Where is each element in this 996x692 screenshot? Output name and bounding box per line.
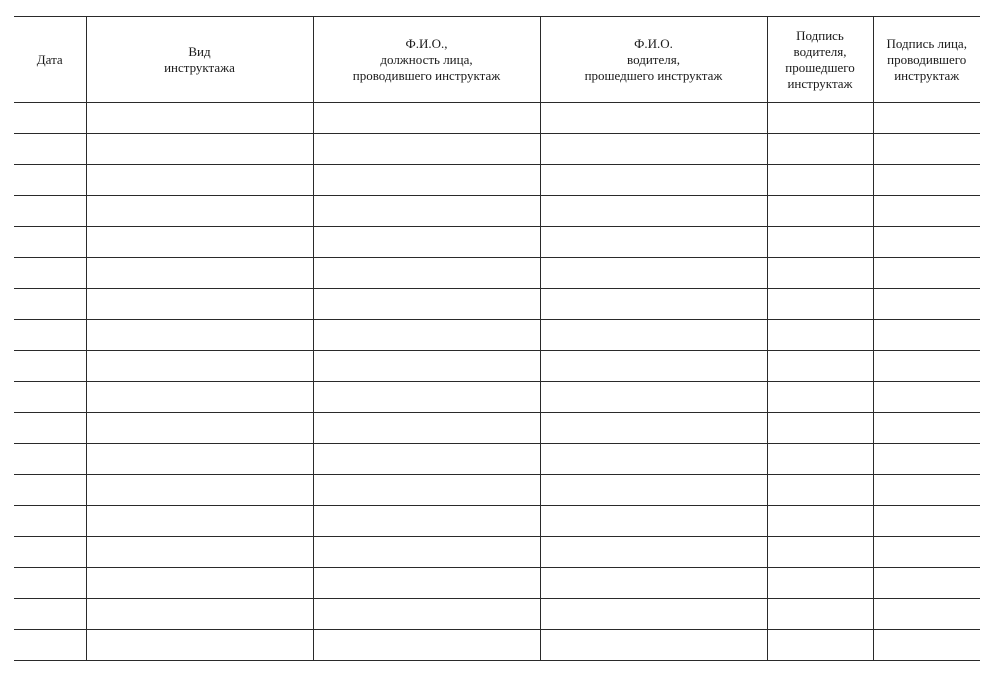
driver-signature-cell[interactable] — [767, 134, 873, 165]
instructor-cell[interactable] — [313, 196, 540, 227]
instruction-type-cell[interactable] — [86, 351, 313, 382]
driver-cell[interactable] — [540, 351, 767, 382]
instruction-type-cell[interactable] — [86, 630, 313, 661]
driver-cell[interactable] — [540, 134, 767, 165]
driver-signature-cell[interactable] — [767, 320, 873, 351]
date-cell[interactable] — [14, 320, 86, 351]
date-cell[interactable] — [14, 630, 86, 661]
table-row — [14, 320, 980, 351]
driver-cell[interactable] — [540, 165, 767, 196]
instructor-signature-cell[interactable] — [873, 196, 980, 227]
instructor-signature-cell[interactable] — [873, 568, 980, 599]
instruction-type-cell[interactable] — [86, 475, 313, 506]
driver-cell[interactable] — [540, 444, 767, 475]
driver-signature-cell[interactable] — [767, 258, 873, 289]
date-cell[interactable] — [14, 444, 86, 475]
instruction-type-cell[interactable] — [86, 444, 313, 475]
table-row — [14, 599, 980, 630]
instructor-cell[interactable] — [313, 103, 540, 134]
driver-signature-cell[interactable] — [767, 289, 873, 320]
instruction-type-cell[interactable] — [86, 382, 313, 413]
instructor-cell[interactable] — [313, 630, 540, 661]
instructor-cell[interactable] — [313, 165, 540, 196]
instructor-signature-cell[interactable] — [873, 630, 980, 661]
table-row — [14, 506, 980, 537]
driver-cell[interactable] — [540, 258, 767, 289]
instructor-cell[interactable] — [313, 289, 540, 320]
date-cell[interactable] — [14, 258, 86, 289]
table-row — [14, 537, 980, 568]
instructor-signature-cell[interactable] — [873, 134, 980, 165]
instructor-cell[interactable] — [313, 258, 540, 289]
instructor-cell[interactable] — [313, 382, 540, 413]
table-row — [14, 165, 980, 196]
instructor-signature-cell[interactable] — [873, 444, 980, 475]
instructor-signature-cell[interactable] — [873, 258, 980, 289]
table-row — [14, 196, 980, 227]
instruction-type-cell[interactable] — [86, 599, 313, 630]
instructor-cell[interactable] — [313, 568, 540, 599]
driver-signature-cell[interactable] — [767, 196, 873, 227]
driver-cell[interactable] — [540, 599, 767, 630]
driver-cell[interactable] — [540, 382, 767, 413]
table-row — [14, 134, 980, 165]
header-driver-name: Ф.И.О. водителя, прошедшего инструктаж — [540, 17, 767, 103]
table-row — [14, 227, 980, 258]
date-cell[interactable] — [14, 506, 86, 537]
instruction-type-cell[interactable] — [86, 506, 313, 537]
header-instruction-type: Вид инструктажа — [86, 17, 313, 103]
instruction-type-cell[interactable] — [86, 196, 313, 227]
driver-signature-cell[interactable] — [767, 506, 873, 537]
date-cell[interactable] — [14, 103, 86, 134]
instruction-type-cell[interactable] — [86, 537, 313, 568]
driver-cell[interactable] — [540, 537, 767, 568]
table-row — [14, 103, 980, 134]
header-driver-signature: Подпись водителя, прошедшего инструктаж — [767, 17, 873, 103]
date-cell[interactable] — [14, 351, 86, 382]
driver-signature-cell[interactable] — [767, 227, 873, 258]
instructor-cell[interactable] — [313, 320, 540, 351]
date-cell[interactable] — [14, 537, 86, 568]
driver-cell[interactable] — [540, 227, 767, 258]
date-cell[interactable] — [14, 382, 86, 413]
header-date: Дата — [14, 17, 86, 103]
instruction-type-cell[interactable] — [86, 320, 313, 351]
driver-signature-cell[interactable] — [767, 537, 873, 568]
driver-cell[interactable] — [540, 196, 767, 227]
date-cell[interactable] — [14, 599, 86, 630]
driver-signature-cell[interactable] — [767, 103, 873, 134]
table-row — [14, 413, 980, 444]
instruction-type-cell[interactable] — [86, 289, 313, 320]
driver-cell[interactable] — [540, 413, 767, 444]
table-header-row — [14, 17, 980, 103]
driver-cell[interactable] — [540, 630, 767, 661]
driver-cell[interactable] — [540, 506, 767, 537]
instructor-cell[interactable] — [313, 506, 540, 537]
instructor-signature-cell[interactable] — [873, 320, 980, 351]
instructor-cell[interactable] — [313, 537, 540, 568]
table-row — [14, 289, 980, 320]
instruction-type-cell[interactable] — [86, 227, 313, 258]
instructor-signature-cell[interactable] — [873, 103, 980, 134]
instructor-cell[interactable] — [313, 475, 540, 506]
instructor-cell[interactable] — [313, 444, 540, 475]
instructor-signature-cell[interactable] — [873, 382, 980, 413]
instruction-log-table — [14, 16, 980, 661]
instructor-signature-cell[interactable] — [873, 506, 980, 537]
driver-cell[interactable] — [540, 568, 767, 599]
driver-signature-cell[interactable] — [767, 630, 873, 661]
instructor-signature-cell[interactable] — [873, 227, 980, 258]
driver-signature-cell[interactable] — [767, 165, 873, 196]
instructor-signature-cell[interactable] — [873, 165, 980, 196]
date-cell[interactable] — [14, 196, 86, 227]
driver-cell[interactable] — [540, 475, 767, 506]
driver-cell[interactable] — [540, 289, 767, 320]
table-row — [14, 444, 980, 475]
table-row — [14, 258, 980, 289]
instructor-signature-cell[interactable] — [873, 599, 980, 630]
date-cell[interactable] — [14, 227, 86, 258]
table-row — [14, 475, 980, 506]
driver-signature-cell[interactable] — [767, 382, 873, 413]
driver-signature-cell[interactable] — [767, 568, 873, 599]
instruction-type-cell[interactable] — [86, 134, 313, 165]
date-cell[interactable] — [14, 413, 86, 444]
instructor-signature-cell[interactable] — [873, 413, 980, 444]
table-row — [14, 382, 980, 413]
driver-signature-cell[interactable] — [767, 599, 873, 630]
instructor-signature-cell[interactable] — [873, 475, 980, 506]
instruction-type-cell[interactable] — [86, 165, 313, 196]
date-cell[interactable] — [14, 289, 86, 320]
date-cell[interactable] — [14, 475, 86, 506]
driver-signature-cell[interactable] — [767, 475, 873, 506]
date-cell[interactable] — [14, 165, 86, 196]
instruction-type-cell[interactable] — [86, 568, 313, 599]
header-instructor-name-position: Ф.И.О., должность лица, проводившего инструктаж — [313, 17, 540, 103]
table-row — [14, 568, 980, 599]
instructor-cell[interactable] — [313, 351, 540, 382]
driver-signature-cell[interactable] — [767, 444, 873, 475]
instructor-signature-cell[interactable] — [873, 289, 980, 320]
instruction-type-cell[interactable] — [86, 413, 313, 444]
instructor-cell[interactable] — [313, 227, 540, 258]
driver-cell[interactable] — [540, 320, 767, 351]
instructor-cell[interactable] — [313, 134, 540, 165]
driver-signature-cell[interactable] — [767, 413, 873, 444]
date-cell[interactable] — [14, 568, 86, 599]
instructor-signature-cell[interactable] — [873, 537, 980, 568]
instruction-type-cell[interactable] — [86, 258, 313, 289]
instruction-type-cell[interactable] — [86, 103, 313, 134]
instructor-cell[interactable] — [313, 413, 540, 444]
table-row — [14, 351, 980, 382]
header-instructor-signature: Подпись лица, проводившего инструктаж — [873, 17, 980, 103]
driver-signature-cell[interactable] — [767, 351, 873, 382]
table-body — [14, 103, 980, 661]
table-row — [14, 630, 980, 661]
instructor-signature-cell[interactable] — [873, 351, 980, 382]
driver-cell[interactable] — [540, 103, 767, 134]
instructor-cell[interactable] — [313, 599, 540, 630]
date-cell[interactable] — [14, 134, 86, 165]
